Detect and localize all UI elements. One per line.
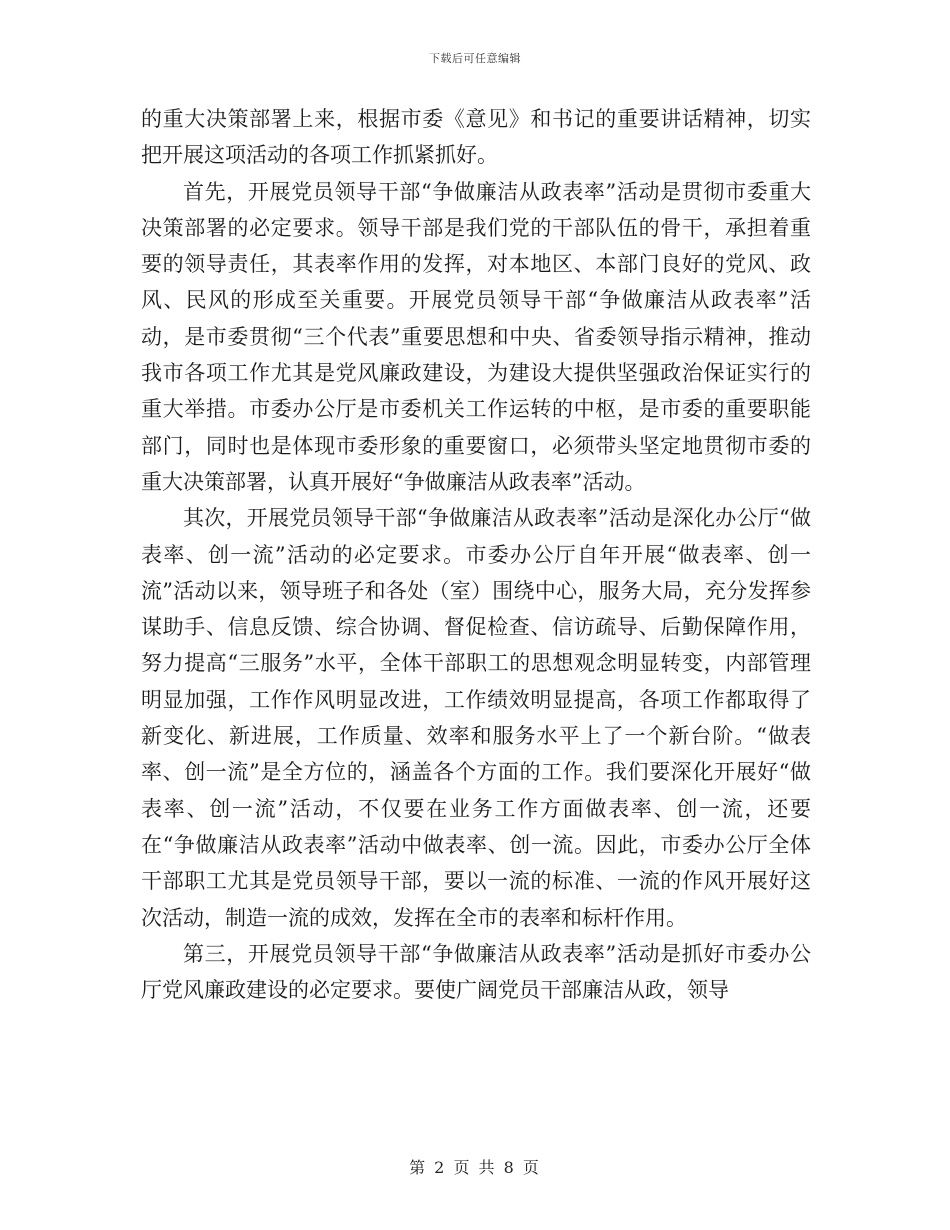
paragraph-first-point: 首先，开展党员领导干部“争做廉洁从政表率”活动是贯彻市委重大决策部署的必定要求。领导干部是我们党的干部队伍的骨干，承担着重要的领导责任，其表率作用的发挥，对本地区、本部门良好的党风、政风、民风的形成至关重要。开展党员领导干部“争做廉洁从政表率”活动，是市委贯彻“三个代表”重要思想和中央、省委领导指示精神，推动我市各项工作尤其是党风廉政建设，为建设大提供坚强政治保证实行的重大举措。市委办公厅是市委机关工作运转的中枢，是市委的重要职能部门，同时也是体现市委形象的重要窗口，必须带头坚定地贯彻市委的重大决策部署，认真开展好“争做廉洁从政表率”活动。 — [141, 179, 811, 494]
page-header: 下载后可任意编辑 — [429, 52, 521, 65]
page-footer: 第 2 页 共 8 页 — [409, 1158, 541, 1177]
paragraph-third-point: 第三，开展党员领导干部“争做廉洁从政表率”活动是抓好市委办公厅党风廉政建设的必定要求。要使广阔党员干部廉洁从政，领导 — [141, 941, 811, 1003]
paragraph-second-point: 其次，开展党员领导干部“争做廉洁从政表率”活动是深化办公厅“做表率、创一流”活动的必定要求。市委办公厅自年开展“做表率、创一流”活动以来，领导班子和各处（室）围绕中心，服务大局，充分发挥参谋助手、信息反馈、综合协调、督促检查、信访疏导、后勤保障作用，努力提高“三服务”水平，全体干部职工的思想观念明显转变，内部管理明显加强，工作作风明显改进，工作绩效明显提高，各项工作都取得了新变化、新进展，工作质量、效率和服务水平上了一个新台阶。“做表率、创一流”是全方位的，涵盖各个方面的工作。我们要深化开展好“做表率、创一流”活动，不仅要在业务工作方面做表率、创一流，还要在“争做廉洁从政表率”活动中做表率、创一流。因此，市委办公厅全体干部职工尤其是党员领导干部，要以一流的标准、一流的作风开展好这次活动，制造一流的成效，发挥在全市的表率和标杆作用。 — [141, 506, 811, 930]
document-body — [141, 101, 811, 1008]
paragraph-continuation: 的重大决策部署上来，根据市委《意见》和书记的重要讲话精神，切实把开展这项活动的各项工作抓紧抓好。 — [141, 107, 811, 168]
